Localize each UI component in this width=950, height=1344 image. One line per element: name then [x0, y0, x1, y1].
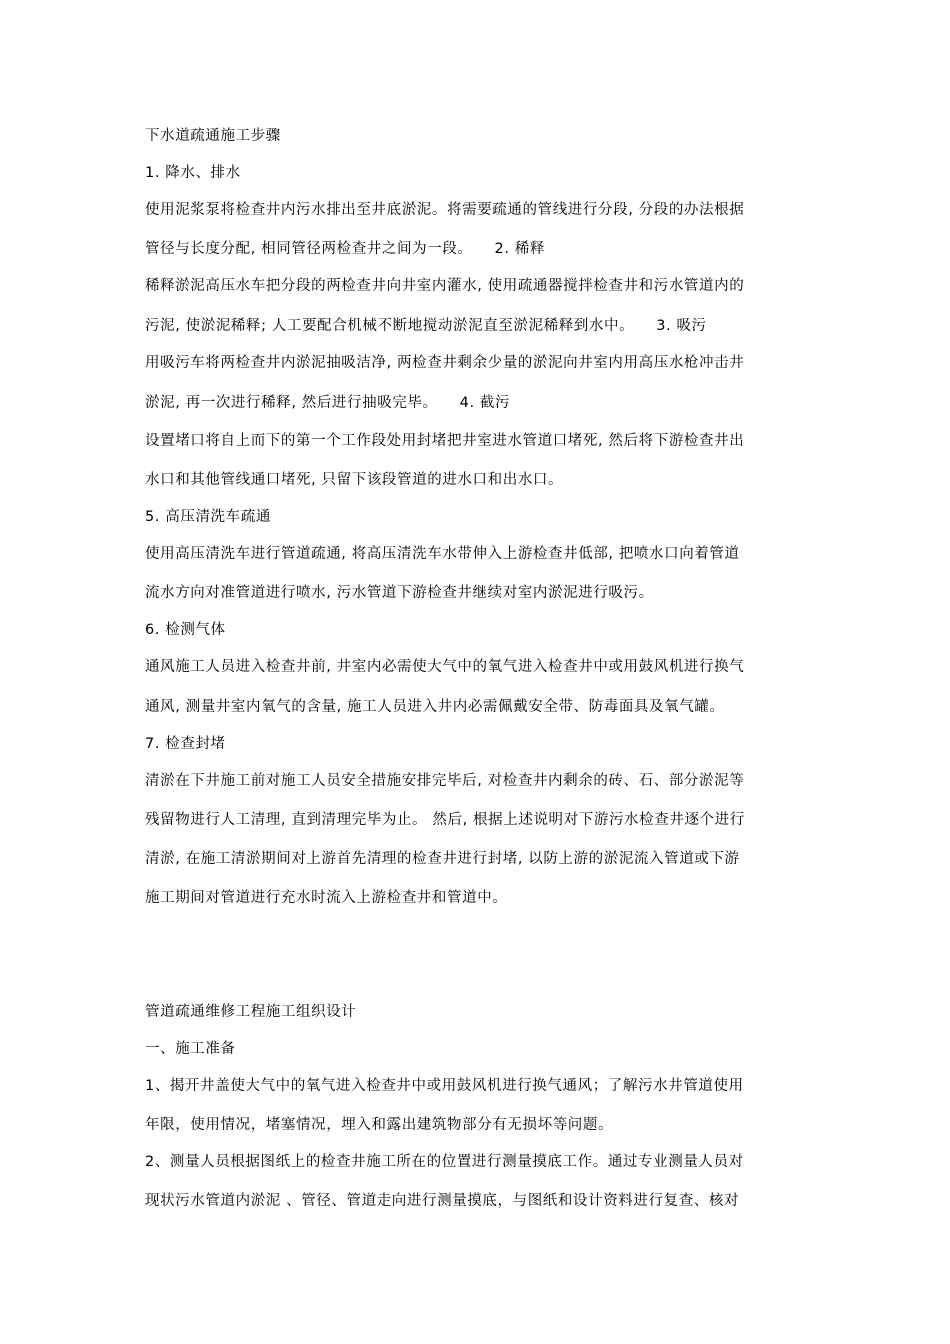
section-heading-5: 5. 高压清洗车疏通 [145, 509, 271, 525]
section-heading-prep: 一、施工准备 [145, 1041, 236, 1057]
paragraph-line: 水口和其他管线通口堵死, 只留下该段管道的进水口和出水口。 [145, 472, 564, 488]
paragraph-line: 流水方向对准管道进行喷水, 污水管道下游检查井继续对室内淤泥进行吸污。 [145, 585, 654, 601]
paragraph-line: 用吸污车将两检查井内淤泥抽吸洁净, 两检查井剩余少量的淤泥向井室内用高压水枪冲击井 [145, 355, 745, 371]
paragraph-text: 淤泥, 再一次进行稀释, 然后进行抽吸完毕。 [145, 395, 438, 411]
section-heading-3: 3. 吸污 [656, 318, 707, 334]
paragraph-line: 2、测量人员根据图纸上的检查井施工所在的位置进行测量摸底工作。通过专业测量人员对 [145, 1154, 744, 1170]
paragraph-line: 施工期间对管道进行充水时流入上游检查井和管道中。 [145, 890, 508, 906]
section-heading-6: 6. 检测气体 [145, 622, 226, 638]
paragraph-line: 年限，使用情况，堵塞情况，埋入和露出建筑物部分有无损坏等问题。 [145, 1117, 614, 1133]
paragraph-line: 稀释淤泥高压水车把分段的两检查井向井室内灌水, 使用疏通器搅拌检查井和污水管道内的 [145, 278, 745, 294]
paragraph-line [145, 316, 707, 336]
document-title-2: 管道疏通维修工程施工组织设计 [145, 1004, 357, 1020]
paragraph-line: 使用高压清洗车进行管道疏通, 将高压清洗车水带伸入上游检查井低部, 把喷水口向着管道 [145, 546, 740, 562]
paragraph-line: 残留物进行人工清理, 直到清理完毕为止。 然后, 根据上述说明对下游污水检查井逐个进行 [145, 812, 745, 828]
paragraph-line: 现状污水管道内淤泥 、管径、管道走向进行测量摸底，与图纸和设计资料进行复查、核对 [145, 1193, 740, 1209]
section-heading-1: 1. 降水、排水 [145, 165, 241, 181]
section-heading-2: 2. 稀释 [494, 241, 545, 257]
paragraph-line: 使用泥浆泵将检查井内污水排出至井底淤泥。将需要疏通的管线进行分段, 分段的办法根据 [145, 202, 745, 218]
paragraph-line: 清淤在下井施工前对施工人员安全措施安排完毕后, 对检查井内剩余的砖、石、部分淤泥等 [145, 773, 745, 789]
paragraph-text: 污泥, 使淤泥稀释; 人工要配合机械不断地搅动淤泥直至淤泥稀释到水中。 [145, 318, 635, 334]
paragraph-line: 设置堵口将自上而下的第一个工作段处用封堵把井室进水管道口堵死, 然后将下游检查井出 [145, 433, 745, 449]
paragraph-line: 清淤, 在施工清淤期间对上游首先清理的检查井进行封堵, 以防上游的淤泥流入管道或下游 [145, 851, 740, 867]
paragraph-text: 管径与长度分配, 相同管径两检查井之间为一段。 [145, 241, 473, 257]
paragraph-line: 通风施工人员进入检查井前, 井室内必需使大气中的氧气进入检查井中或用鼓风机进行换气 [145, 659, 745, 675]
paragraph-line: 通风, 测量井室内氧气的含量, 施工人员进入井内必需佩戴安全带、防毒面具及氧气罐。 [145, 699, 725, 715]
paragraph-line [145, 239, 545, 259]
section-heading-7: 7. 检查封堵 [145, 736, 226, 752]
paragraph-line [145, 393, 510, 413]
section-heading-4: 4. 截污 [459, 395, 511, 411]
document-title: 下水道疏通施工步骤 [145, 128, 281, 144]
paragraph-line: 1、揭开井盖使大气中的氧气进入检查井中或用鼓风机进行换气通风；了解污水井管道使用 [145, 1078, 744, 1094]
